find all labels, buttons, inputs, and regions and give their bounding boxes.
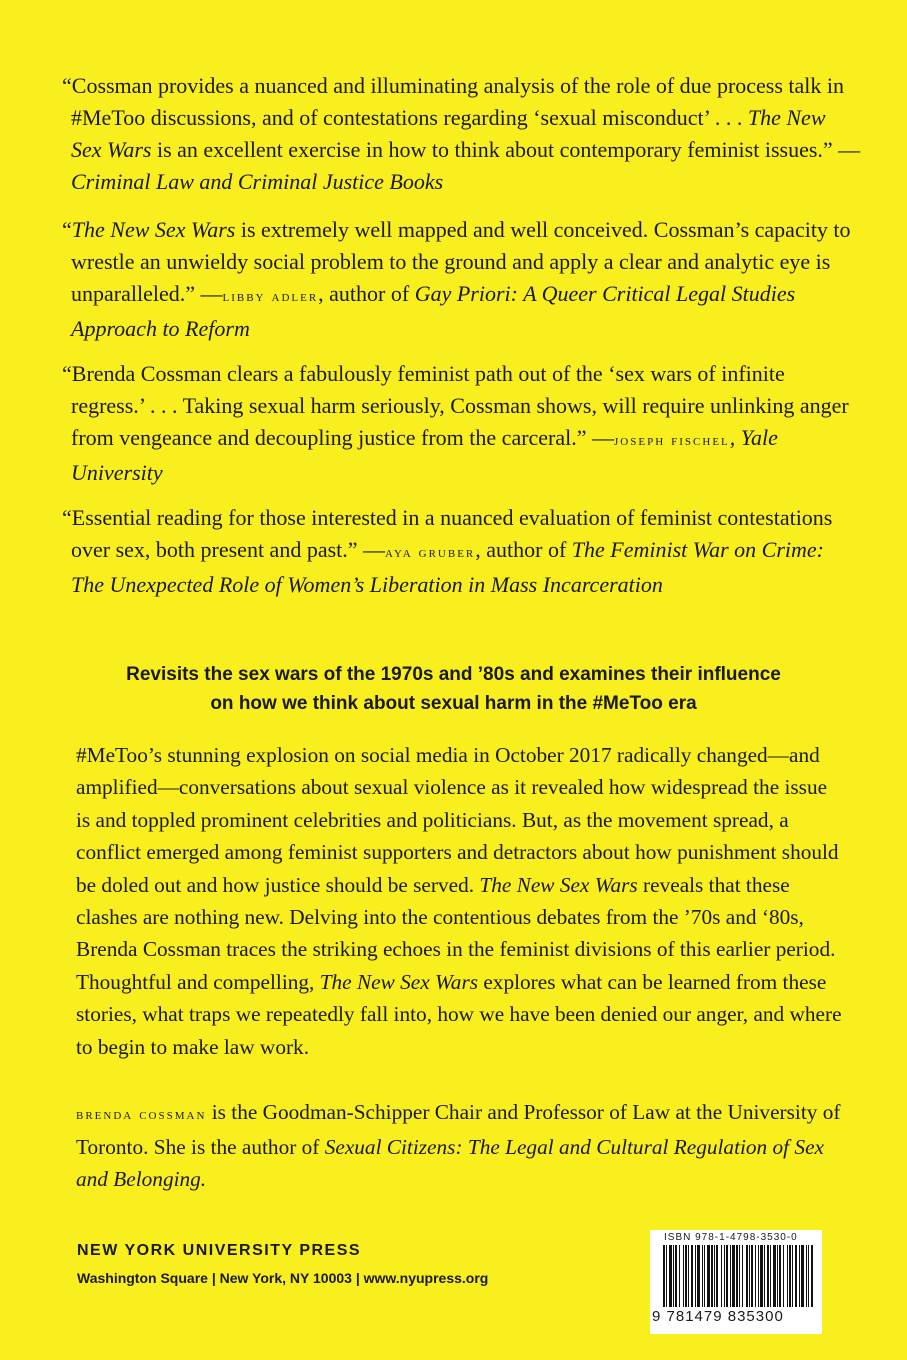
book-title: The New Sex Wars — [71, 105, 826, 162]
author-bio — [76, 1096, 846, 1195]
book-title: The New Sex Wars — [319, 969, 479, 994]
blurb-affiliation: Yale University — [71, 425, 778, 485]
blurb-aya-gruber — [62, 502, 861, 601]
author-book-title: Sexual Citizens: The Legal and Cultural Regulation of Sex and Belonging. — [76, 1135, 824, 1191]
blurb-author: libby adler — [222, 288, 319, 305]
book-description — [76, 739, 846, 1063]
description-text: reveals that these clashes are nothing new. Delving into the contentious debates from the ’70s and ‘80s, Brenda Cossman traces the striking echoes in the feminist divisions of this earlier period. Thoughtful and compelling, — [76, 872, 836, 994]
blurb-text: “Brenda Cossman clears a fabulously feminist path out of the ‘sex wars of infinite regress.’ . . . Taking sexual harm seriously, Cossman shows, will require unlinking anger from vengeance and decoupling justice from the carceral.” — — [62, 361, 849, 450]
open-quote: “ — [62, 217, 72, 242]
isbn-barcode — [650, 1230, 822, 1334]
author-book-title: Gay Priori: A Queer Critical Legal Studies Approach to Reform — [71, 281, 796, 341]
author-name: brenda cossman — [76, 1106, 207, 1123]
tagline — [80, 660, 827, 718]
tagline-line: Revisits the sex wars of the 1970s and ’80s and examines their influence — [126, 664, 781, 685]
description-text: explores what can be learned from these stories, what traps we repeatedly fall into, how we have been denied our anger, and where to begin to make law work. — [76, 969, 842, 1059]
barcode-icon — [663, 1245, 813, 1307]
blurb-author: joseph fischel — [614, 432, 730, 449]
book-title: The New Sex Wars — [71, 217, 236, 242]
blurb-text: “Cossman provides a nuanced and illuminating analysis of the role of due process talk in #MeToo discussions, and of contestations regarding ‘sexual misconduct’ . . . — [62, 73, 845, 130]
blurb-text: , author of — [318, 281, 415, 306]
blurb-text: “Essential reading for those interested in a nuanced evaluation of feminist contestations over sex, both present and past.” — — [62, 505, 833, 562]
isbn-label: ISBN 978-1-4798-3530-0 — [664, 1232, 798, 1243]
blurb-text: is an excellent exercise in how to think about contemporary feminist issues.” — — [151, 137, 861, 162]
blurb-criminal-law-books — [62, 70, 861, 198]
bio-text: is the Goodman-Schipper Chair and Professor of Law at the University of Toronto. She is the author of — [76, 1100, 841, 1159]
blurb-text: is extremely well mapped and well conceived. Cossman’s capacity to wrestle an unwieldy social problem to the ground and apply a clear and analytic eye is unparalleled.” — — [71, 217, 851, 306]
blurb-libby-adler — [62, 214, 861, 345]
publisher-name: NEW YORK UNIVERSITY PRESS — [77, 1242, 362, 1259]
publisher-address: Washington Square | New York, NY 10003 | www.nyupress.org — [77, 1270, 489, 1286]
tagline-line: on how we think about sexual harm in the #MeToo era — [210, 693, 697, 714]
blurb-joseph-fischel — [62, 358, 861, 489]
book-title: The New Sex Wars — [479, 872, 638, 897]
blurb-text: , — [729, 425, 741, 450]
blurb-author: aya gruber — [385, 544, 476, 561]
description-text: #MeToo’s stunning explosion on social media in October 2017 radically changed—and amplified—conversations about sexual violence as it revealed how widespread the issue is and toppled prominent celebrities and politicians. But, as the movement spread, a conflict emerged among feminist supporters and detractors about how punishment should be doled out and how justice should be served. — [76, 743, 839, 897]
author-book-title: The Feminist War on Crime: The Unexpected Role of Women’s Liberation in Mass Incarceration — [71, 537, 824, 597]
blurb-source: Criminal Law and Criminal Justice Books — [71, 169, 444, 194]
barcode-number: 9 781479 835300 — [652, 1308, 784, 1325]
blurb-text: , author of — [475, 537, 572, 562]
